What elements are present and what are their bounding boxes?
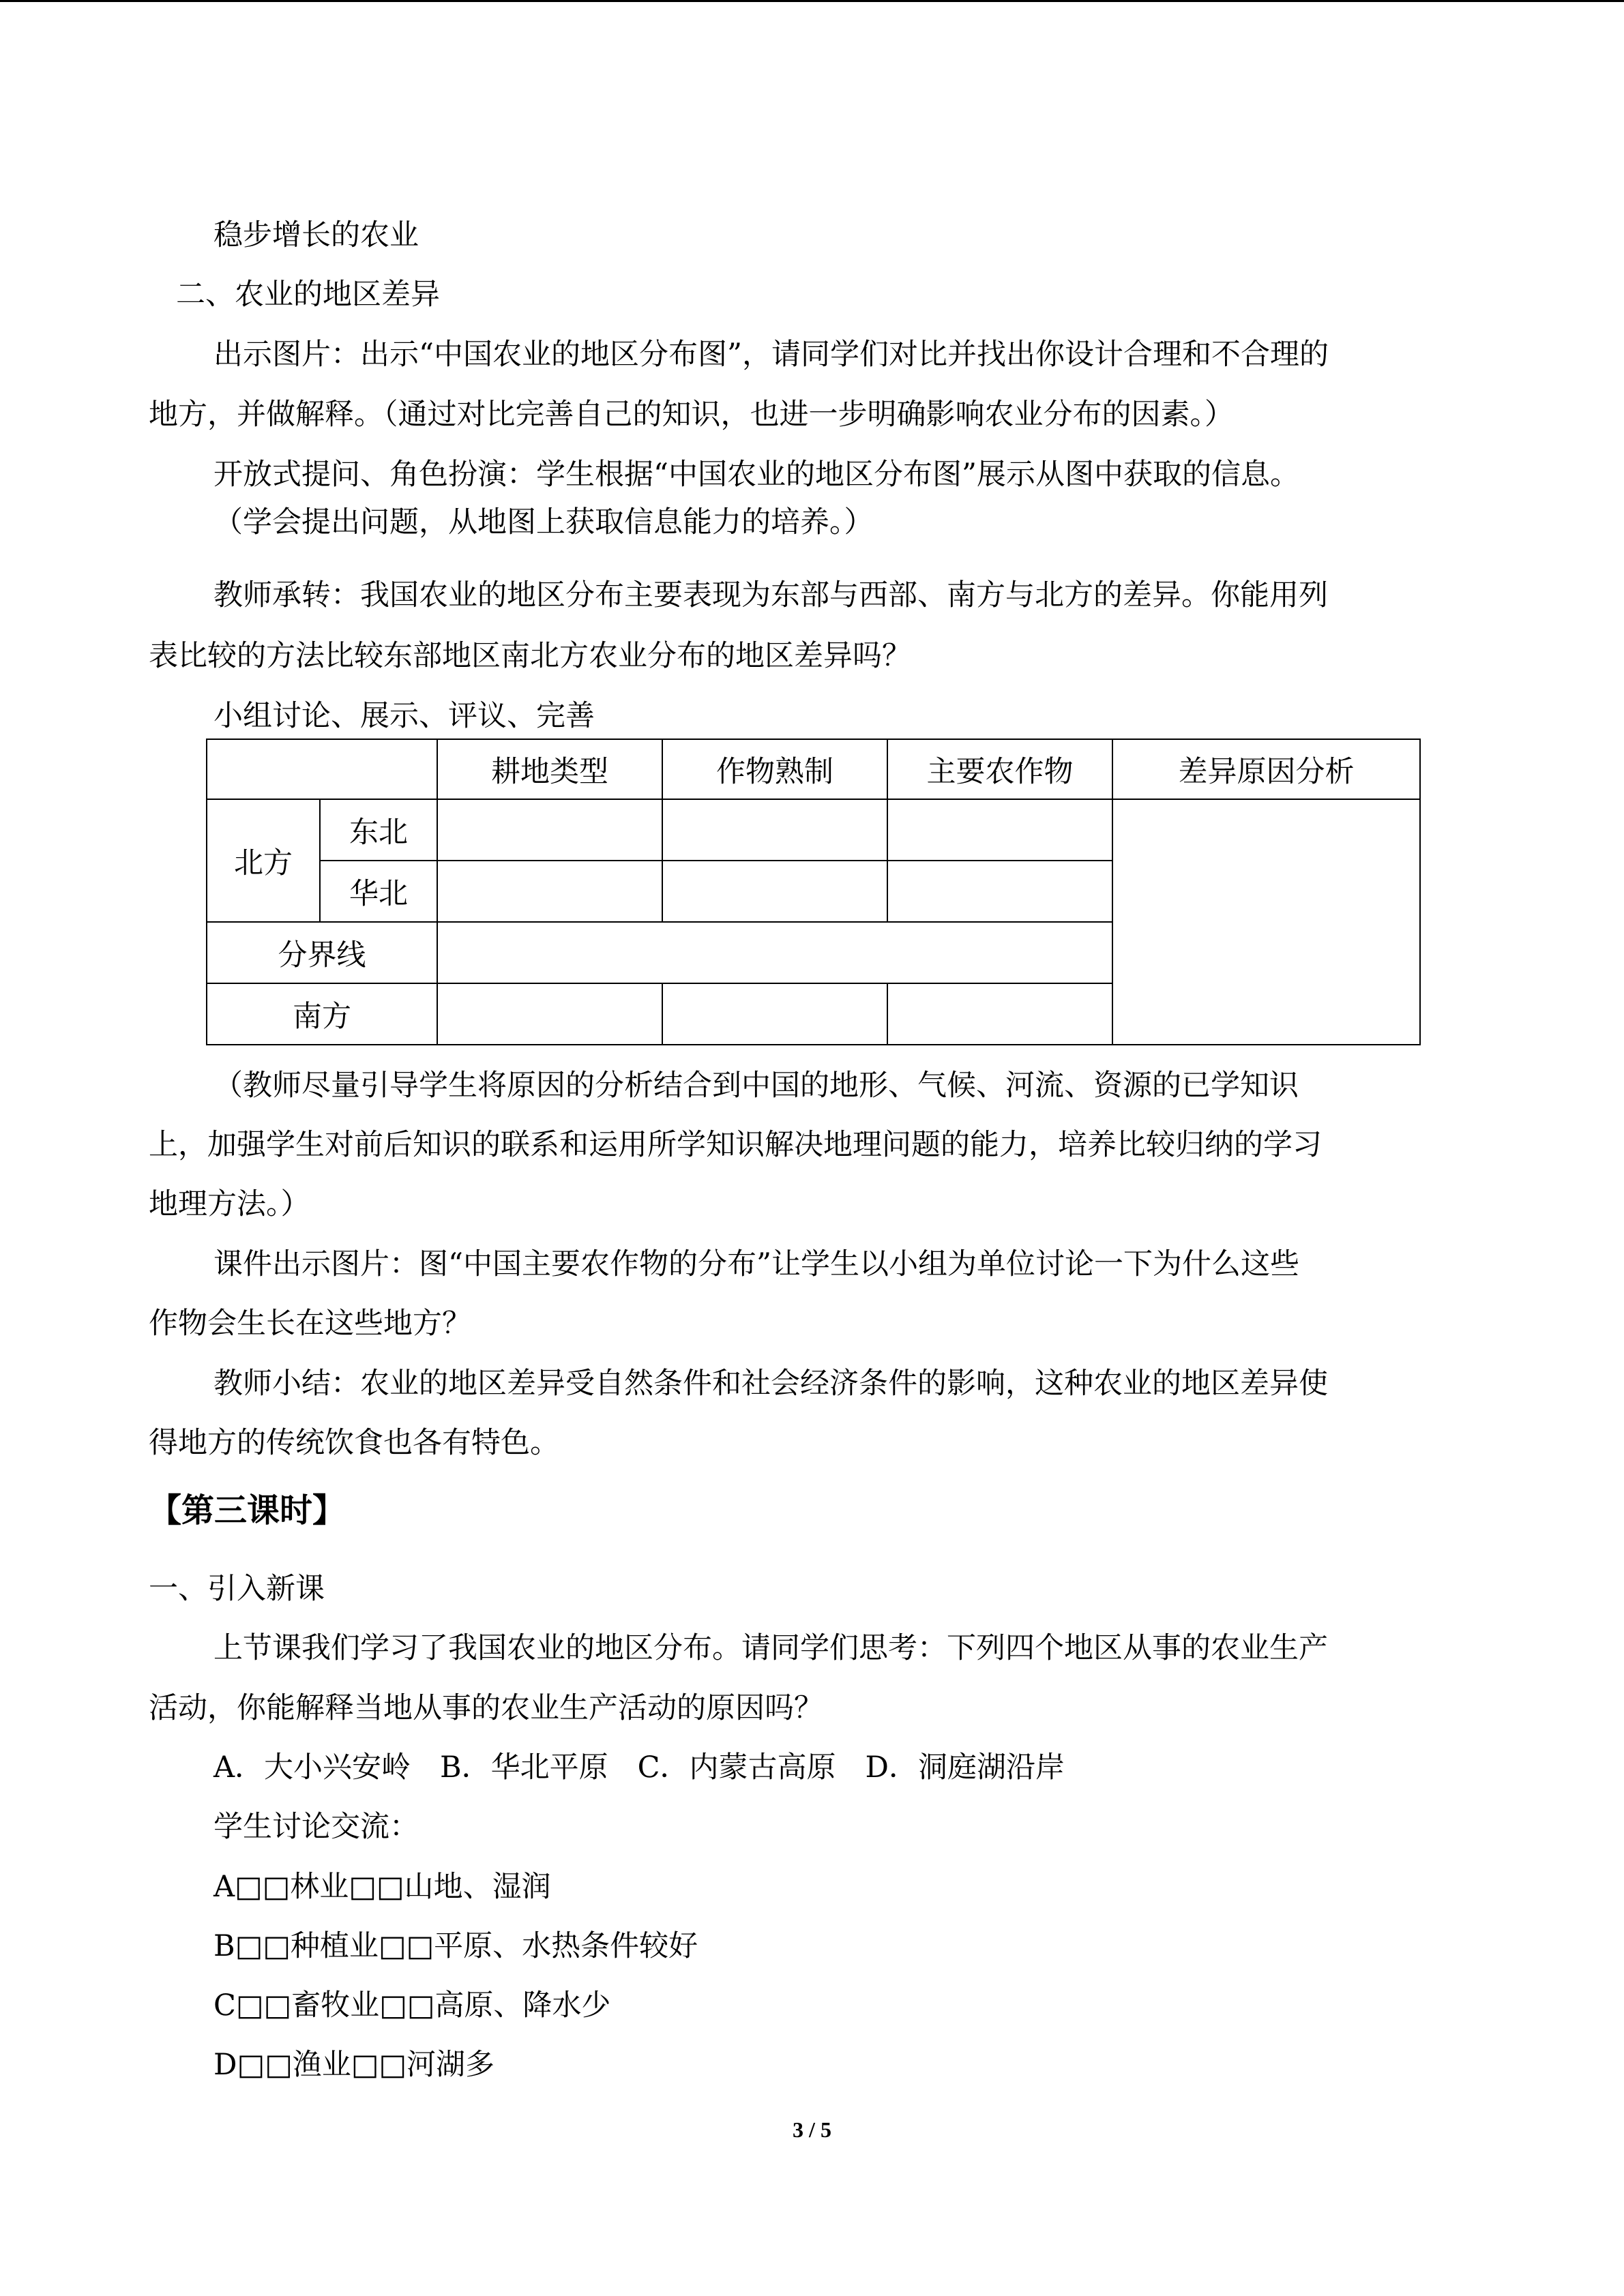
paragraph-line: 小组讨论、展示、评议、完善 — [213, 699, 595, 733]
paragraph-line: 地方，并做解释。（通过对比完善自己的知识，也进一步明确影响农业分布的因素。） — [149, 398, 1234, 432]
table-header-cell: 耕地类型 — [437, 739, 662, 799]
table-header-cell: 作物熟制 — [662, 739, 887, 799]
answer-line: B□□种植业□□平原、水热条件较好 — [213, 1929, 698, 1963]
comparison-table — [206, 739, 1421, 1045]
table-cell — [887, 983, 1112, 1045]
options-line: A．大小兴安岭 B．华北平原 C．内蒙古高原 D．洞庭湖沿岸 — [213, 1750, 1065, 1785]
table-header-cell: 差异原因分析 — [1112, 739, 1420, 799]
paragraph-line: 学生讨论交流： — [213, 1810, 419, 1844]
paragraph-line: 教师小结：农业的地区差异受自然条件和社会经济条件的影响，这种农业的地区差异使 — [213, 1367, 1328, 1401]
page-number: 3 / 5 — [793, 2117, 831, 2142]
paragraph-line: 上，加强学生对前后知识的联系和运用所学知识解决地理问题的能力，培养比较归纳的学习 — [149, 1128, 1322, 1162]
table-cell — [662, 799, 887, 861]
table-cell — [437, 861, 662, 922]
paragraph-line: 课件出示图片：图“中国主要农作物的分布”让学生以小组为单位讨论一下为什么这些 — [213, 1247, 1299, 1281]
answer-line: C□□畜牧业□□高原、降水少 — [213, 1988, 611, 2023]
answer-line: A□□林业□□山地、湿润 — [213, 1870, 551, 1904]
paragraph-line: 得地方的传统饮食也各有特色。 — [149, 1426, 559, 1460]
lesson-heading: 【第三课时】 — [149, 1491, 346, 1530]
paragraph-line: （教师尽量引导学生将原因的分析结合到中国的地形、气候、河流、资源的已学知识 — [213, 1069, 1299, 1103]
paragraph-line: 出示图片：出示“中国农业的地区分布图”，请同学们对比并找出你设计合理和不合理的 — [213, 338, 1329, 372]
table-corner-cell — [207, 739, 437, 799]
paragraph-line: 教师承转：我国农业的地区分布主要表现为东部与西部、南方与北方的差异。你能用列 — [213, 578, 1328, 612]
table-cell — [662, 861, 887, 922]
table-cell — [437, 799, 662, 861]
paragraph-line: （学会提出问题，从地图上获取信息能力的培养。） — [213, 505, 874, 539]
table-cell — [887, 861, 1112, 922]
section-heading: 一、引入新课 — [149, 1572, 325, 1606]
table-header-cell: 主要农作物 — [887, 739, 1112, 799]
table-cell — [437, 922, 1112, 983]
table-cell — [437, 983, 662, 1045]
table-cell — [887, 799, 1112, 861]
subsection-line: 稳步增长的农业 — [213, 218, 419, 252]
boundary-label-cell: 分界线 — [207, 922, 437, 983]
paragraph-line: 地理方法。） — [149, 1187, 310, 1221]
answer-line: D□□渔业□□河湖多 — [213, 2048, 494, 2082]
reason-analysis-cell — [1112, 799, 1420, 1045]
section-heading: 二、农业的地区差异 — [176, 278, 440, 312]
table-row — [207, 799, 1420, 861]
south-label-cell: 南方 — [207, 983, 437, 1045]
paragraph-line: 活动，你能解释当地从事的农业生产活动的原因吗？ — [149, 1691, 823, 1725]
table-cell — [662, 983, 887, 1045]
paragraph-line: 上节课我们学习了我国农业的地区分布。请同学们思考：下列四个地区从事的农业生产 — [213, 1631, 1328, 1665]
northchina-label-cell: 华北 — [320, 861, 437, 922]
paragraph-line: 作物会生长在这些地方？ — [149, 1307, 471, 1341]
table-header-row — [207, 739, 1420, 799]
northeast-label-cell: 东北 — [320, 799, 437, 861]
north-label-cell: 北方 — [207, 799, 320, 922]
paragraph-line: 开放式提问、角色扮演：学生根据“中国农业的地区分布图”展示从图中获取的信息。 — [213, 458, 1299, 492]
paragraph-line: 表比较的方法比较东部地区南北方农业分布的地区差异吗？ — [149, 639, 911, 673]
